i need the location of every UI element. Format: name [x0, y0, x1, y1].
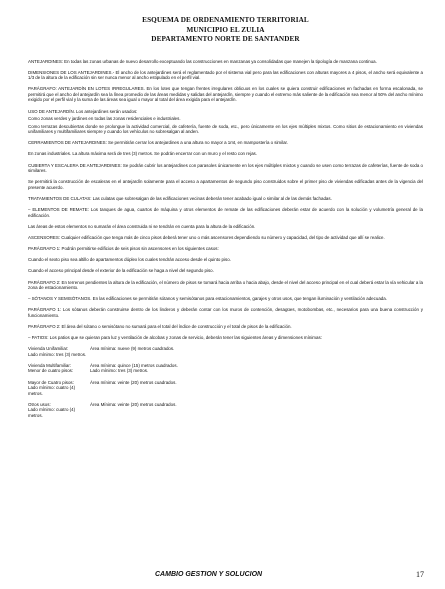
paragraph-cerramientos: CERRAMIENTOS DE ANTEJARDINES: Se permitirán cerrar los antejardines a una altura no mayor a 1mt, en mampostería o similar. — [28, 140, 289, 146]
paragraph-dimensiones: DIMENSIONES DE LOS ANTEJARDINES.- El ancho de los antejardines será el reglamentado por el sistema vial pero para las edificaciones con alturas mayores a 4 pisos, el ancho será equivalente a 1/3 de la altura de la edificación sin ser nunca menor al ancho estipulado en el perfil vial. — [28, 69, 423, 81]
patio-requirement — [28, 402, 423, 419]
paragraph-sexto-piso: Cuando el sexto piso sea altillo de apartamentos dúplex los cuales tendrán acceso desde el quinto piso. — [28, 257, 231, 263]
patio-use-label: Mayor de Cuatro pisos: — [28, 379, 74, 385]
document-header — [28, 16, 423, 45]
patio-requirement — [28, 363, 423, 374]
patio-use-label: Otros usos: — [28, 401, 51, 407]
patio-side-label: Lado mínimo: tres (3) metros. — [28, 351, 87, 357]
patio-area-value: Área mínima: nueve (9) metros cuadrados. — [90, 346, 175, 352]
paragraph-acceso-principal: Cuando el acceso principal desde el exterior de la edificación se haga a nivel del segundo piso. — [28, 268, 214, 274]
paragraph-ascensores: ASCENSORES: Cualquier edificación que tenga más de cinco pisos deberá tener uno o más ascensores dependiendo su número y capacidad, del tipo de actividad que allí se realice. — [28, 234, 385, 240]
header-title: ESQUEMA DE ORDENAMIENTO TERRITORIAL — [142, 16, 309, 24]
paragraph-uso-como: Como zonas verdes y jardines en todas las zonas residenciales e industriales. — [28, 116, 181, 122]
patio-use-label: Vivienda Unifamiliar: — [28, 346, 69, 352]
paragraph-escaleras: Se permitirá la construcción de escaleras en el antejardín solamente para el acceso a apartamentos de segundo piso construidos sobre el primer piso de viviendas edificadas antes de la vigencia del presente acuerdo. — [28, 179, 423, 190]
paragraph-paragrafo-antejardin: PARÁGRAFO: ANTEJARDÍN EN LOTES IRREGULARES. En los lotes que tengan frentes irregulares oblicuos en los cuales se quiera construir edificaciones en fachadas en forma escalonada, se permitirá que el ancho del antejardín sea la línea promedio de las áreas medidas y salidas del antejardín, siempre y cuando el extremo más saliente de la edificación sea menor al 50% del ancho mínimo exigido por el perfil vial y la suma de las áreas sea igual o mayor al total del área exigida para el antejardín. — [28, 86, 423, 103]
patio-side-value — [90, 352, 423, 358]
patio-area-value: Área Mínima: veinte (20) metros cuadrados. — [90, 401, 177, 407]
paragraph-zonas-industriales: En zonas industriales. La altura máxima será de tres (3) metros. Se podrán encerrar con un muro y el resto con rejas. — [28, 151, 258, 157]
patio-side-label: Lado mínimo: cuatro (4) metros. — [28, 407, 76, 418]
header-department: DEPARTAMENTO NORTE DE SANTANDER — [151, 35, 300, 43]
patio-area-value: Área mínima: veinte (20) metros cuadrados. — [90, 379, 177, 385]
paragraph-culatas: TRATAMIENTOS DE CULATAS: Las culatas que sobresalgan de las edificaciones vecinas deberán tener acabado igual o similar al de las demás fachadas. — [28, 196, 332, 201]
footer-title: CAMBIO GESTION Y SOLUCION — [155, 571, 263, 578]
paragraph-paragrafo1-ascensores: PARÁGRAFO 1: Podrán permitirse edificios de seis pisos sin ascensores en los siguientes casos: — [28, 246, 219, 252]
paragraph-cubierta: CUBIERTA Y ESCALERA DE ANTEJARDINES: Se podrán cubrir los antejardines con parasoles únicamente en los ejes múltiples mixtos y cuando se usen como terrazas de cafeterías, fuente de soda o similares. — [28, 162, 423, 174]
patio-side-label: Menor de cuatro pisos: — [28, 368, 74, 374]
paragraph-paragrafo2-ascensores: PARÁGRAFO 2: En terrenos pendientes la altura de la edificación, el número de pisos se tomará hacia arriba o hacia abajo, desde el nivel del acceso principal en el cual deberá estar la vía vehicular a la zona de estacionamiento. — [28, 279, 423, 291]
patio-side-value — [90, 385, 423, 396]
document-body — [28, 59, 423, 419]
patio-requirement — [28, 380, 423, 397]
patio-area-value: Área mínima: quince (15) metros cuadrados. — [90, 362, 178, 368]
paragraph-areas-remate: Las áreas de estos elementos no sumarán el área construida ni se tendrán en cuenta para la altura de la edificación. — [28, 223, 256, 229]
patio-side-value: Lado mínimo: tres (3) metros. — [90, 368, 149, 374]
paragraph-antejardines: ANTEJARDINES: En todas las zonas urbanas de nuevo desarrollo exceptuando las construcciones en manzanas ya consolidadas que manejen la tipología de manzana continua. — [28, 58, 377, 64]
document-footer — [0, 571, 445, 583]
patio-requirement — [28, 346, 423, 357]
patio-side-value — [90, 407, 423, 418]
paragraph-remate: – ELEMENTOS DE REMATE: Los tanques de agua, cuartos de máquina y otros elementos de remate de las edificaciones deberán estar de acuerdo con la solución y volumetría general de la edificación. — [28, 207, 423, 218]
patio-side-label: Lado mínimo: cuatro (4) metros. — [28, 385, 76, 396]
paragraph-sotanos: – SÓTANOS Y SEMISÓTANOS. En las edificaciones se permitirán sótanos y semisótanos para estacionamientos, garajes y otros usos, que tengan iluminación y ventilación adecuada. — [28, 296, 387, 302]
paragraph-paragrafo2-sotanos: PARÁGRAFO 2: El área del sótano o semisótano no sumará para el total del índice de construcción y el total de pisos de la edificación. — [28, 324, 292, 330]
page-number: 17 — [416, 570, 424, 579]
header-municipality: MUNICIPIO EL ZULIA — [186, 25, 265, 34]
paragraph-uso-title: USO DE ANTEJARDÍN. Los antejardines serán usados: — [28, 108, 138, 114]
paragraph-patios: – PATIOS: Los patios que se quieran para luz y ventilación de alcobas y zonas de servicio, deberán tener las siguientes áreas y dimensiones mínimas: — [28, 335, 322, 341]
paragraph-paragrafo1-sotanos: PARÁGRAFO 1: Los sótanos deberán construirse dentro de los linderos y deberán contar con los muros de contención, desagües, motobombas, etc., necesarios para una buena construcción y funcionamiento. — [28, 307, 423, 318]
paragraph-uso-terrazas: Como terrazas descubiertas donde se prolongue la actividad comercial, de cafetería, fuente de soda, etc., pero únicamente en los ejes múltiples mixtos. Como sitios de estacionamiento en viviendas unifamiliares y multifamiliares siempre y cuando los vehículos no sobresalgan al anden. — [28, 123, 423, 135]
patio-use-label: Vivienda Multifamiliar: — [28, 362, 72, 368]
